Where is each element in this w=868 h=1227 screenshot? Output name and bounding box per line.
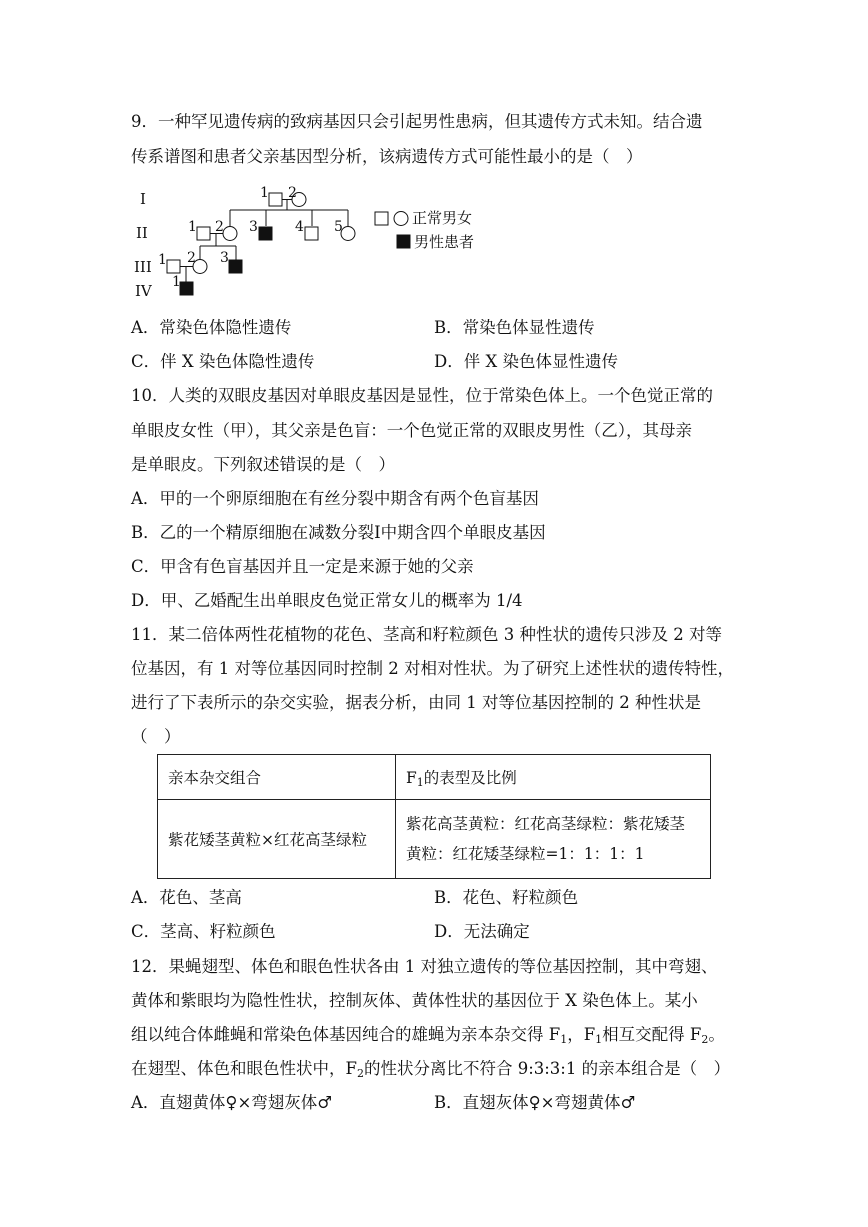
table-header-row — [158, 755, 711, 800]
num-II3: 3 — [249, 219, 258, 235]
q9-stem-line1: 9．一种罕见遗传病的致病基因只会引起男性患病，但其遗传方式未知。结合遗 — [131, 112, 703, 131]
legend-female-normal-icon — [394, 212, 408, 226]
cross-table — [157, 754, 711, 879]
q12-l3-c: 相互交配得 F — [602, 1025, 702, 1044]
q10-option-b: B．乙的一个精原细胞在减数分裂Ⅰ中期含四个单眼皮基因 — [131, 523, 546, 542]
q12-stem-line2: 黄体和紫眼均为隐性性状，控制灰体、黄体性状的基因位于 X 染色体上。某小 — [131, 991, 698, 1010]
legend-male-normal-icon — [375, 212, 388, 225]
num-III1: 1 — [158, 252, 167, 268]
gen-label-IV: IV — [135, 282, 152, 300]
q11-option-c: C．茎高、籽粒颜色 — [131, 922, 276, 941]
q12-stem-line4 — [131, 1059, 730, 1084]
q10-option-d: D．甲、乙婚配生出单眼皮色觉正常女儿的概率为 1/4 — [131, 591, 523, 610]
f1-subscript: 1 — [416, 775, 424, 789]
q12-l4-b: 的性状分离比不符合 9:3:3:1 的亲本组合是（ ） — [363, 1059, 731, 1078]
num-III2: 2 — [187, 250, 196, 266]
num-IV1: 1 — [172, 274, 181, 290]
gen-label-I: I — [140, 190, 146, 208]
pedigree-II3-patient — [259, 227, 272, 240]
ratio-text: 紫花高茎黄粒：红花高茎绿粒：紫花矮茎黄粒：红花矮茎绿粒=1：1：1：1 — [406, 815, 686, 863]
gen-label-II: II — [136, 224, 148, 242]
pedigree-II5-female — [341, 227, 355, 241]
q9-stem-line2: 传系谱图和患者父亲基因型分析，该病遗传方式可能性最小的是（ ） — [131, 147, 643, 166]
table-header-f1 — [396, 755, 711, 800]
q12-l3-a: 组以纯合体雌蝇和常染色体基因纯合的雄蝇为亲本杂交得 F — [131, 1025, 561, 1044]
q11-stem-line2: 位基因，有 1 对等位基因同时控制 2 对相对性状。为了研究上述性状的遗传特性， — [131, 659, 734, 678]
q12-l4-a: 在翅型、体色和眼色性状中，F — [131, 1059, 357, 1078]
q12-option-a: A．直翅黄体♀×弯翅灰体♂ — [131, 1093, 333, 1112]
num-II1: 1 — [188, 219, 197, 235]
q12-l4-sub: 2 — [356, 1067, 364, 1080]
q10-stem-line2: 单眼皮女性（甲），其父亲是色盲：一个色觉正常的双眼皮男性（乙），其母亲 — [131, 421, 692, 440]
q11-option-d: D．无法确定 — [434, 922, 530, 941]
pedigree-chart — [118, 180, 498, 305]
num-I2: 2 — [288, 185, 297, 201]
q9-option-a: A．常染色体隐性遗传 — [131, 318, 292, 337]
pedigree-II4-male — [305, 227, 318, 240]
q12-l3-sub2: 1 — [595, 1033, 603, 1046]
f1-header-text: 的表型及比例 — [423, 768, 517, 787]
gen-label-III: III — [134, 258, 152, 276]
q12-option-b: B．直翅灰体♀×弯翅黄体♂ — [434, 1093, 636, 1112]
legend-patient-icon — [397, 235, 410, 248]
num-III3: 3 — [220, 250, 229, 266]
pedigree-III1-male — [167, 260, 180, 273]
q12-stem-line1: 12．果蝇翅型、体色和眼色性状各由 1 对独立遗传的等位基因控制，其中弯翅、 — [131, 957, 718, 976]
q10-stem-line1: 10．人类的双眼皮基因对单眼皮基因是显性，位于常染色体上。一个色觉正常的 — [131, 386, 713, 405]
num-II5: 5 — [334, 219, 343, 235]
q12-l3-sub3: 2 — [701, 1033, 709, 1046]
q12-l3-sub1: 1 — [560, 1033, 568, 1046]
q9-option-d: D．伴 X 染色体显性遗传 — [434, 352, 618, 371]
table-header-parents: 亲本杂交组合 — [158, 755, 396, 800]
num-II2: 2 — [215, 219, 224, 235]
q9-option-b: B．常染色体显性遗传 — [434, 318, 595, 337]
q10-option-c: C．甲含有色盲基因并且一定是来源于她的父亲 — [131, 557, 474, 576]
q11-stem-line3: 进行了下表所示的杂交实验，据表分析，由同 1 对等位基因控制的 2 种性状是 — [131, 693, 701, 712]
table-cell-cross: 紫花矮茎黄粒×红花高茎绿粒 — [158, 800, 396, 879]
pedigree-I1-male — [269, 193, 282, 206]
num-I1: 1 — [260, 185, 269, 201]
table-row — [158, 800, 711, 879]
q12-l3-b: ，F — [567, 1025, 596, 1044]
pedigree-III3-patient — [229, 260, 242, 273]
pedigree-II2-female — [223, 227, 237, 241]
pedigree-IV1-patient — [180, 282, 193, 295]
pedigree-svg — [118, 180, 498, 305]
q10-stem-line3: 是单眼皮。下列叙述错误的是（ ） — [131, 455, 395, 474]
table-cell-ratio — [396, 800, 711, 879]
q10-option-a: A．甲的一个卵原细胞在有丝分裂中期含有两个色盲基因 — [131, 489, 539, 508]
q12-stem-line3 — [131, 1025, 725, 1050]
q11-option-a: A．花色、茎高 — [131, 888, 242, 907]
q11-stem-line4: （ ） — [131, 727, 181, 746]
q12-l3-d: 。 — [708, 1025, 725, 1044]
q11-option-b: B．花色、籽粒颜色 — [434, 888, 579, 907]
q11-stem-line1: 11．某二倍体两性花植物的花色、茎高和籽粒颜色 3 种性状的遗传只涉及 2 对等 — [131, 625, 722, 644]
num-II4: 4 — [295, 219, 304, 235]
legend-patient-label: 男性患者 — [414, 233, 475, 251]
legend-normal-label: 正常男女 — [412, 209, 473, 227]
f1-letter: F — [406, 768, 417, 787]
q9-option-c: C．伴 X 染色体隐性遗传 — [131, 352, 315, 371]
pedigree-II1-male — [197, 227, 210, 240]
